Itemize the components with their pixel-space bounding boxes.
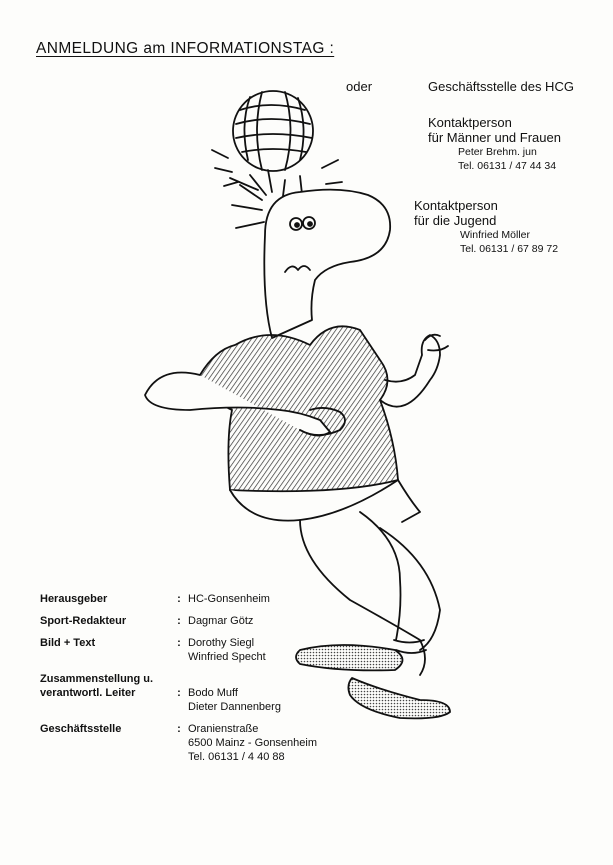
contact-title: Kontaktperson xyxy=(414,198,498,213)
contact-title: Kontaktperson xyxy=(428,115,512,130)
imprint-value-line: Tel. 06131 / 4 40 88 xyxy=(188,751,285,763)
imprint-row xyxy=(40,672,317,722)
imprint-row xyxy=(40,614,317,636)
ball-icon xyxy=(233,91,313,171)
imprint-label-line: Zusammenstellung u. xyxy=(40,673,154,685)
contact-subtitle: für Männer und Frauen xyxy=(428,130,561,145)
imprint-row xyxy=(40,592,317,614)
imprint-separator: : xyxy=(177,637,181,649)
shirt xyxy=(200,326,398,491)
office-label: Geschäftsstelle des HCG xyxy=(428,79,574,94)
imprint-table xyxy=(40,592,317,764)
imprint-value: Dagmar Götz xyxy=(188,615,254,627)
imprint xyxy=(40,592,317,764)
imprint-label: Sport-Redakteur xyxy=(40,615,127,627)
contact-phone: Tel. 06131 / 47 44 34 xyxy=(458,160,557,172)
page-title: ANMELDUNG am INFORMATIONSTAG : xyxy=(36,40,335,57)
imprint-row xyxy=(40,636,317,672)
imprint-separator: : xyxy=(177,615,181,627)
contact-youth xyxy=(414,198,558,256)
imprint-value-line: Winfried Specht xyxy=(188,651,266,663)
imprint-label xyxy=(40,672,170,722)
imprint-value xyxy=(188,672,317,722)
contact-name: Winfried Möller xyxy=(460,229,531,241)
imprint-value-line: Bodo Muff xyxy=(188,687,238,699)
shoe-back xyxy=(348,678,450,718)
imprint-value-line: Oranienstraße xyxy=(188,723,259,735)
imprint-value-line: Dieter Dannenberg xyxy=(188,701,281,713)
imprint-value: HC-Gonsenheim xyxy=(188,593,270,605)
head xyxy=(264,190,390,338)
contact-subtitle: für die Jugend xyxy=(414,213,497,228)
imprint-label: Geschäftsstelle xyxy=(40,723,122,735)
imprint-label: Bild + Text xyxy=(40,637,96,649)
contact-adults xyxy=(428,115,561,173)
imprint-value xyxy=(188,722,317,764)
imprint-row xyxy=(40,722,317,764)
imprint-value-line: 6500 Mainz - Gonsenheim xyxy=(188,737,318,749)
or-label: oder xyxy=(346,79,373,94)
imprint-separator: : xyxy=(177,723,181,735)
imprint-label: Herausgeber xyxy=(40,593,108,605)
imprint-label-line: verantwortl. Leiter xyxy=(40,687,136,699)
imprint-value xyxy=(188,636,317,672)
contact-name: Peter Brehm. jun xyxy=(458,146,537,158)
contact-phone: Tel. 06131 / 67 89 72 xyxy=(460,243,559,255)
imprint-separator: : xyxy=(177,687,181,699)
imprint-value-line: Dorothy Siegl xyxy=(188,637,255,649)
imprint-separator: : xyxy=(177,593,181,605)
